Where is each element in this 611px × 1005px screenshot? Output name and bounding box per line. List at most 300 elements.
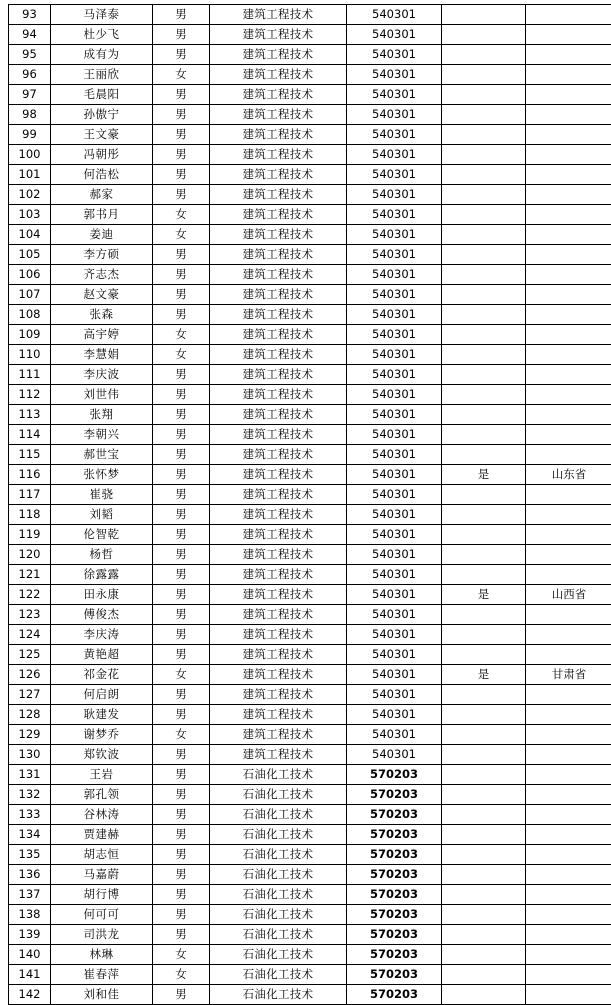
cell-name: 何可可 bbox=[51, 905, 153, 925]
cell-name: 崔骁 bbox=[51, 485, 153, 505]
cell-sex: 女 bbox=[153, 965, 210, 985]
cell-province bbox=[526, 385, 611, 405]
cell-code: 540301 bbox=[347, 205, 442, 225]
cell-name: 郑钦波 bbox=[51, 745, 153, 765]
cell-major: 石油化工技术 bbox=[210, 985, 347, 1005]
cell-flag bbox=[442, 945, 526, 965]
cell-sex: 男 bbox=[153, 465, 210, 485]
cell-province bbox=[526, 185, 611, 205]
cell-province bbox=[526, 925, 611, 945]
cell-index: 127 bbox=[9, 685, 51, 705]
table-row bbox=[9, 845, 611, 865]
table-row bbox=[9, 985, 611, 1005]
cell-code: 540301 bbox=[347, 705, 442, 725]
cell-flag bbox=[442, 205, 526, 225]
table-row bbox=[9, 605, 611, 625]
cell-sex: 男 bbox=[153, 25, 210, 45]
cell-major: 建筑工程技术 bbox=[210, 265, 347, 285]
cell-major: 建筑工程技术 bbox=[210, 285, 347, 305]
cell-sex: 女 bbox=[153, 345, 210, 365]
cell-sex: 男 bbox=[153, 625, 210, 645]
cell-province bbox=[526, 25, 611, 45]
cell-index: 106 bbox=[9, 265, 51, 285]
cell-sex: 男 bbox=[153, 765, 210, 785]
cell-name: 张翔 bbox=[51, 405, 153, 425]
table-row bbox=[9, 805, 611, 825]
cell-code: 540301 bbox=[347, 165, 442, 185]
table-row bbox=[9, 625, 611, 645]
cell-major: 建筑工程技术 bbox=[210, 425, 347, 445]
cell-code: 540301 bbox=[347, 665, 442, 685]
cell-index: 137 bbox=[9, 885, 51, 905]
cell-province bbox=[526, 645, 611, 665]
cell-flag bbox=[442, 305, 526, 325]
table-row bbox=[9, 365, 611, 385]
cell-flag bbox=[442, 965, 526, 985]
cell-index: 94 bbox=[9, 25, 51, 45]
cell-index: 110 bbox=[9, 345, 51, 365]
cell-name: 李庆波 bbox=[51, 365, 153, 385]
cell-province bbox=[526, 125, 611, 145]
cell-flag bbox=[442, 165, 526, 185]
cell-province bbox=[526, 805, 611, 825]
cell-province bbox=[526, 65, 611, 85]
cell-index: 122 bbox=[9, 585, 51, 605]
cell-name: 郭孔领 bbox=[51, 785, 153, 805]
cell-province bbox=[526, 425, 611, 445]
cell-flag bbox=[442, 325, 526, 345]
cell-sex: 男 bbox=[153, 565, 210, 585]
cell-province bbox=[526, 705, 611, 725]
cell-sex: 男 bbox=[153, 5, 210, 25]
cell-province bbox=[526, 725, 611, 745]
cell-flag bbox=[442, 5, 526, 25]
cell-name: 伦智乾 bbox=[51, 525, 153, 545]
cell-flag bbox=[442, 925, 526, 945]
table-row bbox=[9, 965, 611, 985]
cell-sex: 男 bbox=[153, 425, 210, 445]
cell-major: 石油化工技术 bbox=[210, 825, 347, 845]
cell-index: 102 bbox=[9, 185, 51, 205]
cell-flag bbox=[442, 25, 526, 45]
cell-index: 121 bbox=[9, 565, 51, 585]
cell-flag bbox=[442, 525, 526, 545]
cell-index: 105 bbox=[9, 245, 51, 265]
cell-name: 张森 bbox=[51, 305, 153, 325]
cell-name: 孙傲宁 bbox=[51, 105, 153, 125]
cell-flag bbox=[442, 125, 526, 145]
cell-flag bbox=[442, 345, 526, 365]
cell-sex: 男 bbox=[153, 165, 210, 185]
cell-sex: 男 bbox=[153, 145, 210, 165]
cell-flag bbox=[442, 485, 526, 505]
cell-flag bbox=[442, 725, 526, 745]
cell-sex: 男 bbox=[153, 405, 210, 425]
cell-name: 刘世伟 bbox=[51, 385, 153, 405]
cell-province bbox=[526, 485, 611, 505]
table-row bbox=[9, 685, 611, 705]
cell-major: 建筑工程技术 bbox=[210, 645, 347, 665]
cell-sex: 男 bbox=[153, 845, 210, 865]
cell-code: 540301 bbox=[347, 345, 442, 365]
cell-code: 540301 bbox=[347, 445, 442, 465]
cell-flag bbox=[442, 905, 526, 925]
cell-sex: 男 bbox=[153, 545, 210, 565]
cell-code: 540301 bbox=[347, 5, 442, 25]
cell-province bbox=[526, 825, 611, 845]
cell-sex: 女 bbox=[153, 65, 210, 85]
cell-sex: 男 bbox=[153, 585, 210, 605]
cell-index: 128 bbox=[9, 705, 51, 725]
cell-sex: 男 bbox=[153, 125, 210, 145]
table-row bbox=[9, 485, 611, 505]
cell-major: 石油化工技术 bbox=[210, 945, 347, 965]
cell-code: 540301 bbox=[347, 465, 442, 485]
table-row bbox=[9, 65, 611, 85]
cell-name: 林琳 bbox=[51, 945, 153, 965]
cell-major: 建筑工程技术 bbox=[210, 465, 347, 485]
table-row bbox=[9, 545, 611, 565]
cell-index: 114 bbox=[9, 425, 51, 445]
cell-name: 郝世宝 bbox=[51, 445, 153, 465]
cell-index: 113 bbox=[9, 405, 51, 425]
cell-code: 540301 bbox=[347, 545, 442, 565]
cell-major: 建筑工程技术 bbox=[210, 485, 347, 505]
cell-major: 建筑工程技术 bbox=[210, 545, 347, 565]
cell-major: 建筑工程技术 bbox=[210, 165, 347, 185]
cell-sex: 男 bbox=[153, 265, 210, 285]
cell-major: 建筑工程技术 bbox=[210, 145, 347, 165]
cell-code: 540301 bbox=[347, 405, 442, 425]
table-row bbox=[9, 225, 611, 245]
cell-province: 山西省 bbox=[526, 585, 611, 605]
cell-index: 97 bbox=[9, 85, 51, 105]
table-row bbox=[9, 325, 611, 345]
cell-sex: 男 bbox=[153, 925, 210, 945]
cell-index: 116 bbox=[9, 465, 51, 485]
cell-sex: 男 bbox=[153, 445, 210, 465]
cell-flag bbox=[442, 705, 526, 725]
table-row bbox=[9, 705, 611, 725]
cell-province bbox=[526, 85, 611, 105]
cell-major: 建筑工程技术 bbox=[210, 245, 347, 265]
cell-major: 建筑工程技术 bbox=[210, 185, 347, 205]
cell-name: 胡志恒 bbox=[51, 845, 153, 865]
cell-major: 建筑工程技术 bbox=[210, 665, 347, 685]
cell-major: 石油化工技术 bbox=[210, 765, 347, 785]
cell-major: 石油化工技术 bbox=[210, 925, 347, 945]
cell-name: 刘韬 bbox=[51, 505, 153, 525]
cell-flag bbox=[442, 65, 526, 85]
cell-province bbox=[526, 365, 611, 385]
table-row bbox=[9, 45, 611, 65]
cell-flag bbox=[442, 885, 526, 905]
cell-province bbox=[526, 765, 611, 785]
cell-major: 石油化工技术 bbox=[210, 885, 347, 905]
cell-code: 540301 bbox=[347, 105, 442, 125]
cell-code: 540301 bbox=[347, 145, 442, 165]
cell-province bbox=[526, 45, 611, 65]
cell-name: 徐露露 bbox=[51, 565, 153, 585]
table-row bbox=[9, 785, 611, 805]
cell-province bbox=[526, 105, 611, 125]
cell-name: 王文豪 bbox=[51, 125, 153, 145]
table-row bbox=[9, 565, 611, 585]
cell-flag bbox=[442, 565, 526, 585]
cell-sex: 女 bbox=[153, 325, 210, 345]
table-row bbox=[9, 265, 611, 285]
cell-sex: 男 bbox=[153, 705, 210, 725]
cell-flag bbox=[442, 105, 526, 125]
table-row bbox=[9, 925, 611, 945]
cell-code: 570203 bbox=[347, 905, 442, 925]
cell-major: 建筑工程技术 bbox=[210, 345, 347, 365]
cell-flag: 是 bbox=[442, 665, 526, 685]
cell-flag bbox=[442, 505, 526, 525]
cell-code: 540301 bbox=[347, 365, 442, 385]
cell-flag bbox=[442, 545, 526, 565]
cell-index: 126 bbox=[9, 665, 51, 685]
cell-flag bbox=[442, 185, 526, 205]
cell-major: 建筑工程技术 bbox=[210, 385, 347, 405]
table-row bbox=[9, 725, 611, 745]
cell-province: 山东省 bbox=[526, 465, 611, 485]
cell-flag: 是 bbox=[442, 585, 526, 605]
cell-name: 赵文豪 bbox=[51, 285, 153, 305]
cell-sex: 男 bbox=[153, 905, 210, 925]
cell-province bbox=[526, 145, 611, 165]
cell-index: 95 bbox=[9, 45, 51, 65]
cell-code: 570203 bbox=[347, 965, 442, 985]
cell-code: 540301 bbox=[347, 125, 442, 145]
cell-sex: 男 bbox=[153, 385, 210, 405]
table-row bbox=[9, 405, 611, 425]
cell-major: 建筑工程技术 bbox=[210, 685, 347, 705]
cell-province bbox=[526, 225, 611, 245]
table-row bbox=[9, 585, 611, 605]
table-row bbox=[9, 345, 611, 365]
cell-name: 马嘉蔚 bbox=[51, 865, 153, 885]
cell-major: 建筑工程技术 bbox=[210, 365, 347, 385]
cell-index: 135 bbox=[9, 845, 51, 865]
cell-sex: 男 bbox=[153, 825, 210, 845]
cell-province bbox=[526, 745, 611, 765]
cell-major: 建筑工程技术 bbox=[210, 125, 347, 145]
cell-name: 杜少飞 bbox=[51, 25, 153, 45]
cell-major: 建筑工程技术 bbox=[210, 325, 347, 345]
cell-code: 540301 bbox=[347, 85, 442, 105]
roster-table-body bbox=[9, 5, 611, 1005]
cell-sex: 男 bbox=[153, 45, 210, 65]
cell-name: 李慧娟 bbox=[51, 345, 153, 365]
cell-index: 136 bbox=[9, 865, 51, 885]
cell-major: 建筑工程技术 bbox=[210, 625, 347, 645]
cell-name: 胡行博 bbox=[51, 885, 153, 905]
cell-index: 100 bbox=[9, 145, 51, 165]
cell-code: 570203 bbox=[347, 865, 442, 885]
cell-code: 540301 bbox=[347, 45, 442, 65]
cell-index: 93 bbox=[9, 5, 51, 25]
cell-name: 祁金花 bbox=[51, 665, 153, 685]
cell-code: 540301 bbox=[347, 225, 442, 245]
cell-name: 郭书月 bbox=[51, 205, 153, 225]
cell-province bbox=[526, 685, 611, 705]
cell-flag bbox=[442, 365, 526, 385]
cell-sex: 男 bbox=[153, 185, 210, 205]
cell-flag bbox=[442, 445, 526, 465]
cell-code: 540301 bbox=[347, 585, 442, 605]
cell-code: 540301 bbox=[347, 185, 442, 205]
table-row bbox=[9, 825, 611, 845]
cell-index: 123 bbox=[9, 605, 51, 625]
cell-province bbox=[526, 265, 611, 285]
cell-index: 141 bbox=[9, 965, 51, 985]
cell-flag bbox=[442, 645, 526, 665]
cell-major: 建筑工程技术 bbox=[210, 205, 347, 225]
cell-code: 540301 bbox=[347, 565, 442, 585]
table-row bbox=[9, 165, 611, 185]
cell-code: 540301 bbox=[347, 645, 442, 665]
cell-index: 134 bbox=[9, 825, 51, 845]
cell-major: 建筑工程技术 bbox=[210, 605, 347, 625]
table-row bbox=[9, 745, 611, 765]
cell-flag bbox=[442, 425, 526, 445]
table-row bbox=[9, 865, 611, 885]
cell-sex: 男 bbox=[153, 805, 210, 825]
cell-code: 540301 bbox=[347, 305, 442, 325]
cell-code: 570203 bbox=[347, 845, 442, 865]
cell-sex: 男 bbox=[153, 105, 210, 125]
cell-province: 甘肃省 bbox=[526, 665, 611, 685]
cell-flag bbox=[442, 625, 526, 645]
cell-name: 姜迪 bbox=[51, 225, 153, 245]
cell-major: 建筑工程技术 bbox=[210, 445, 347, 465]
cell-code: 540301 bbox=[347, 245, 442, 265]
cell-sex: 男 bbox=[153, 505, 210, 525]
cell-index: 132 bbox=[9, 785, 51, 805]
cell-sex: 男 bbox=[153, 605, 210, 625]
cell-index: 125 bbox=[9, 645, 51, 665]
cell-code: 570203 bbox=[347, 765, 442, 785]
table-row bbox=[9, 445, 611, 465]
cell-index: 138 bbox=[9, 905, 51, 925]
cell-flag bbox=[442, 745, 526, 765]
cell-code: 540301 bbox=[347, 265, 442, 285]
cell-flag bbox=[442, 985, 526, 1005]
cell-index: 119 bbox=[9, 525, 51, 545]
cell-province bbox=[526, 845, 611, 865]
cell-province bbox=[526, 605, 611, 625]
table-row bbox=[9, 25, 611, 45]
cell-index: 98 bbox=[9, 105, 51, 125]
cell-major: 建筑工程技术 bbox=[210, 65, 347, 85]
cell-index: 99 bbox=[9, 125, 51, 145]
cell-name: 王岩 bbox=[51, 765, 153, 785]
cell-name: 郝家 bbox=[51, 185, 153, 205]
cell-index: 104 bbox=[9, 225, 51, 245]
cell-province bbox=[526, 205, 611, 225]
cell-major: 石油化工技术 bbox=[210, 845, 347, 865]
cell-major: 石油化工技术 bbox=[210, 865, 347, 885]
cell-index: 120 bbox=[9, 545, 51, 565]
cell-index: 108 bbox=[9, 305, 51, 325]
cell-name: 张怀梦 bbox=[51, 465, 153, 485]
cell-code: 540301 bbox=[347, 725, 442, 745]
cell-major: 建筑工程技术 bbox=[210, 505, 347, 525]
cell-name: 谷林涛 bbox=[51, 805, 153, 825]
cell-province bbox=[526, 325, 611, 345]
cell-index: 107 bbox=[9, 285, 51, 305]
cell-sex: 男 bbox=[153, 645, 210, 665]
table-row bbox=[9, 885, 611, 905]
cell-index: 101 bbox=[9, 165, 51, 185]
cell-flag bbox=[442, 865, 526, 885]
cell-name: 傅俊杰 bbox=[51, 605, 153, 625]
cell-code: 570203 bbox=[347, 925, 442, 945]
roster-table bbox=[8, 4, 611, 1005]
table-row bbox=[9, 145, 611, 165]
cell-flag bbox=[442, 785, 526, 805]
cell-province bbox=[526, 945, 611, 965]
table-row bbox=[9, 125, 611, 145]
cell-sex: 男 bbox=[153, 85, 210, 105]
cell-sex: 男 bbox=[153, 525, 210, 545]
cell-code: 540301 bbox=[347, 285, 442, 305]
cell-sex: 女 bbox=[153, 225, 210, 245]
cell-name: 谢梦乔 bbox=[51, 725, 153, 745]
cell-flag bbox=[442, 605, 526, 625]
cell-province bbox=[526, 285, 611, 305]
cell-sex: 男 bbox=[153, 365, 210, 385]
table-row bbox=[9, 245, 611, 265]
cell-province bbox=[526, 245, 611, 265]
cell-name: 王丽欣 bbox=[51, 65, 153, 85]
cell-sex: 男 bbox=[153, 885, 210, 905]
cell-name: 贾建赫 bbox=[51, 825, 153, 845]
cell-index: 117 bbox=[9, 485, 51, 505]
cell-index: 112 bbox=[9, 385, 51, 405]
cell-index: 118 bbox=[9, 505, 51, 525]
cell-major: 建筑工程技术 bbox=[210, 745, 347, 765]
cell-code: 570203 bbox=[347, 825, 442, 845]
cell-major: 建筑工程技术 bbox=[210, 5, 347, 25]
cell-major: 建筑工程技术 bbox=[210, 105, 347, 125]
cell-flag bbox=[442, 825, 526, 845]
cell-flag: 是 bbox=[442, 465, 526, 485]
cell-major: 建筑工程技术 bbox=[210, 705, 347, 725]
cell-flag bbox=[442, 805, 526, 825]
table-row bbox=[9, 385, 611, 405]
cell-index: 140 bbox=[9, 945, 51, 965]
cell-name: 马泽泰 bbox=[51, 5, 153, 25]
table-row bbox=[9, 205, 611, 225]
cell-code: 540301 bbox=[347, 485, 442, 505]
table-row bbox=[9, 765, 611, 785]
cell-sex: 女 bbox=[153, 205, 210, 225]
cell-province bbox=[526, 505, 611, 525]
table-row bbox=[9, 105, 611, 125]
cell-code: 540301 bbox=[347, 505, 442, 525]
table-row bbox=[9, 185, 611, 205]
cell-major: 建筑工程技术 bbox=[210, 525, 347, 545]
cell-province bbox=[526, 345, 611, 365]
cell-name: 黄艳超 bbox=[51, 645, 153, 665]
table-row bbox=[9, 665, 611, 685]
cell-code: 540301 bbox=[347, 525, 442, 545]
cell-index: 96 bbox=[9, 65, 51, 85]
cell-province bbox=[526, 905, 611, 925]
cell-index: 115 bbox=[9, 445, 51, 465]
